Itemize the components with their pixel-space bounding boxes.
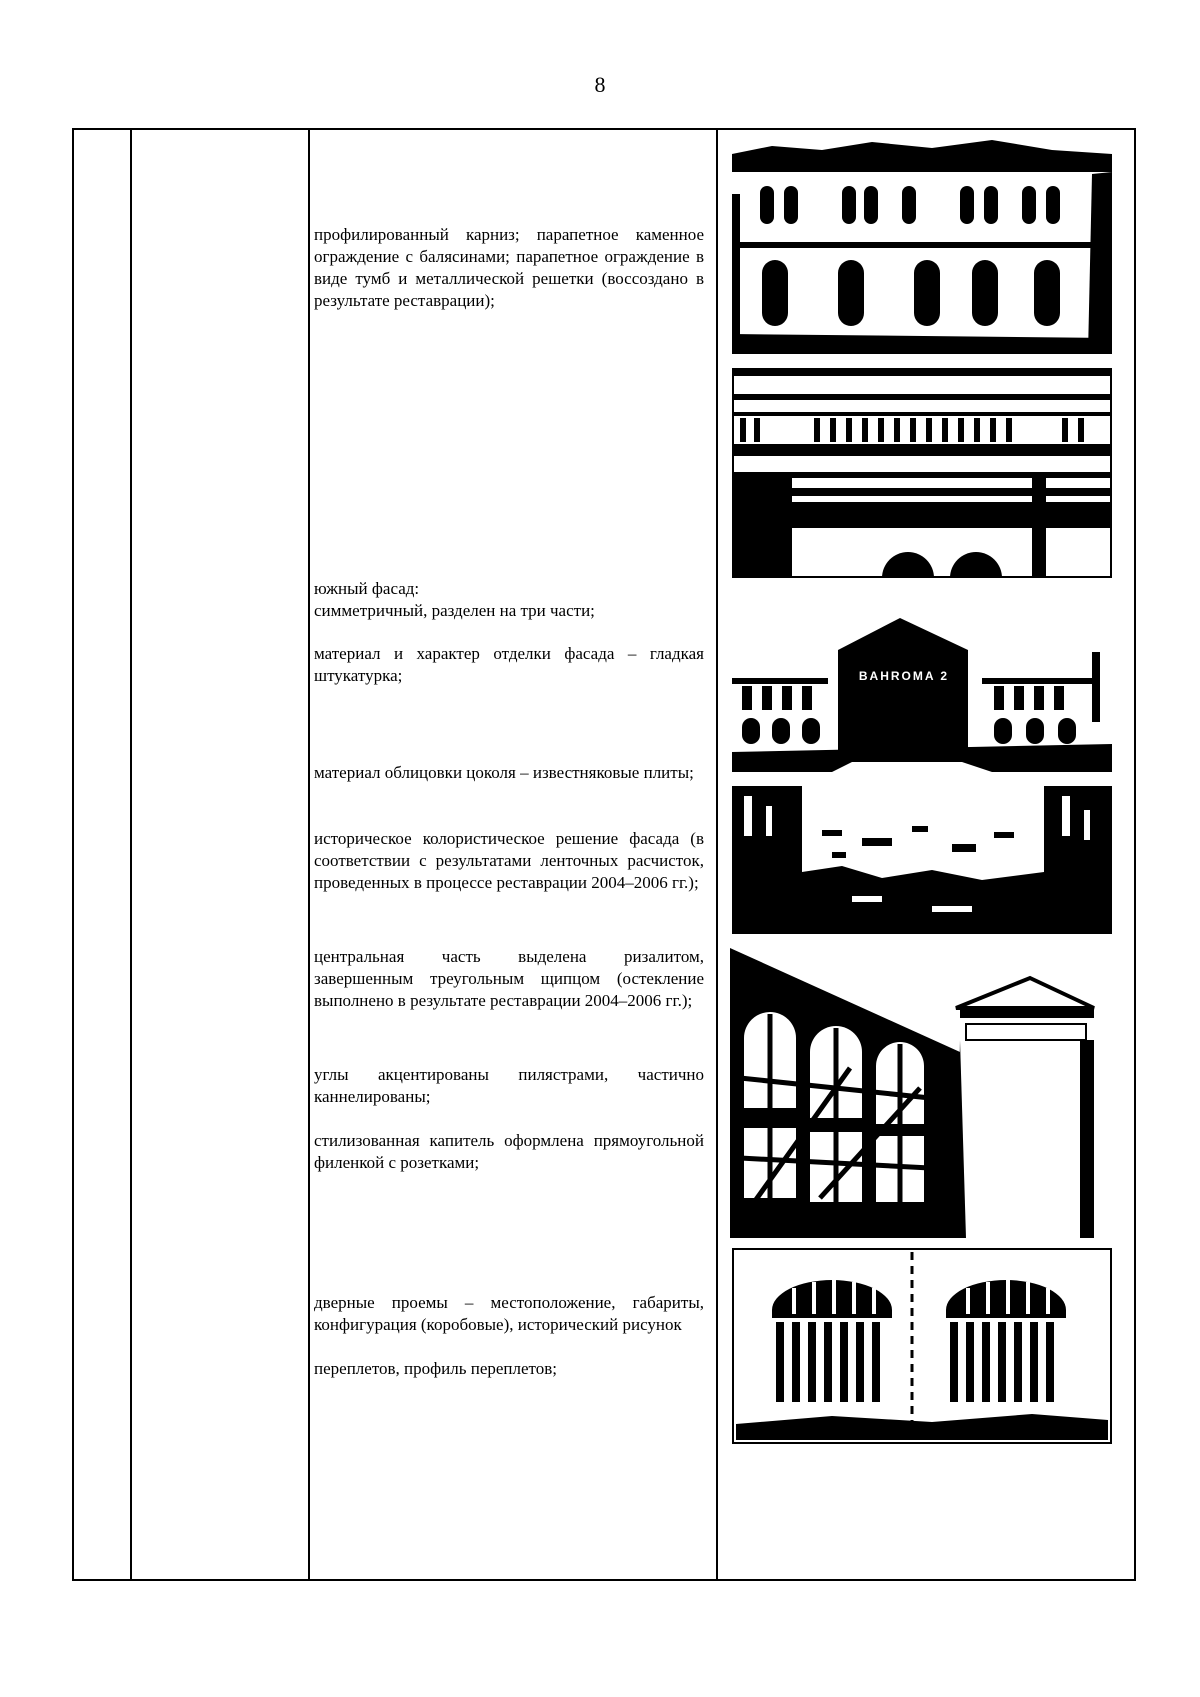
- photo-south-facade: [732, 612, 1112, 772]
- photo-cornice-facade: [732, 134, 1112, 354]
- description-door-frames: переплетов, профиль переплетов;: [314, 1359, 558, 1378]
- description-door-openings: дверные проемы – местоположение, габариты, конфигурация (коробовые), исторический рисунок: [314, 1293, 704, 1334]
- description-stylized-capital: стилизованная капитель оформлена прямоугольной филенкой с розетками;: [314, 1131, 704, 1172]
- description-central-risalit: центральная часть выделена ризалитом, завершенным треугольным щипцом (остекление выполнено в результате реставрации 2004–2006 гг.);: [314, 947, 704, 1010]
- photo-balustrade-detail: [732, 368, 1112, 578]
- photo-central-risalit: [730, 948, 1114, 1238]
- description-south-facade-heading: южный фасад:: [314, 579, 420, 598]
- description-plinth-cladding: материал облицовки цоколя – известняковые плиты;: [314, 763, 694, 782]
- photo-door-openings: [732, 1248, 1112, 1444]
- column-divider-2: [308, 130, 310, 1579]
- photo-signage-text: BAHROMA 2: [858, 669, 950, 683]
- column-divider-3: [716, 130, 718, 1579]
- description-cornice-parapet: профилированный карниз; парапетное каменное ограждение с балясинами; парапетное ограждение в виде тумб и металлической решетки (воссоздано в результате реставрации);: [314, 225, 704, 310]
- page-number: 8: [594, 72, 606, 97]
- description-symmetric: симметричный, разделен на три части;: [314, 601, 595, 620]
- column-divider-1: [130, 130, 132, 1579]
- photo-plinth-texture: [732, 786, 1112, 934]
- description-facade-finish: материал и характер отделки фасада – гладкая штукатурка;: [314, 644, 704, 685]
- description-corner-pilasters: углы акцентированы пилястрами, частично каннелированы;: [314, 1065, 704, 1106]
- description-historical-color: историческое колористическое решение фасада (в соответствии с результатами ленточных расчисток, проведенных в процессе реставрации 2004–2006 гг.);: [314, 829, 704, 892]
